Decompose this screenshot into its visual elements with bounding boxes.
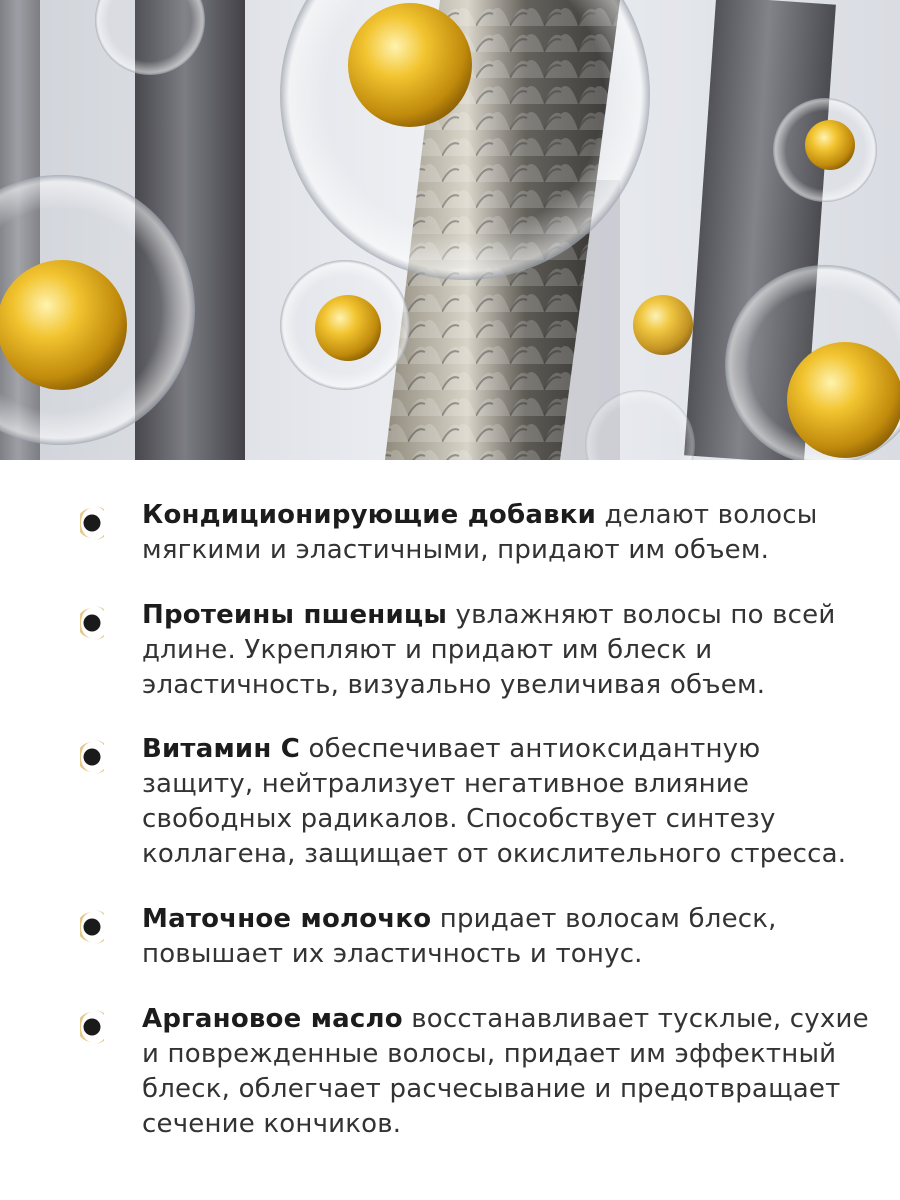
bullet-icon (80, 506, 104, 540)
feature-description: обеспечивает антиоксидантную защиту, нейтрализует негативное влияние свободных радикалов. Способствует синтезу коллагена, защищает от окислительного стресса. (142, 734, 847, 869)
bullet-icon (80, 1010, 104, 1044)
feature-term: Кондиционирующие добавки (142, 500, 596, 530)
feature-text (142, 598, 870, 703)
feature-description: восстанавливает тусклые, сухие и поврежденные волосы, придает им эффектный блеск, облегчает расчесывание и предотвращает сечение кончиков. (142, 1004, 869, 1139)
list-item (80, 732, 870, 872)
bullet-icon (80, 606, 104, 640)
list-item (80, 1002, 870, 1142)
feature-description: делают волосы мягкими и эластичными, придают им объем. (142, 500, 818, 565)
list-item (80, 598, 870, 703)
bullet-icon (80, 740, 104, 774)
feature-term: Маточное молочко (142, 904, 432, 934)
feature-term: Аргановое масло (142, 1004, 403, 1034)
bullet-icon (80, 910, 104, 944)
list-item (80, 498, 870, 568)
feature-text (142, 902, 870, 972)
feature-text (142, 498, 870, 568)
feature-term: Протеины пшеницы (142, 600, 448, 630)
feature-text (142, 732, 870, 872)
feature-term: Витамин С (142, 734, 301, 764)
hair-strand-illustration (0, 0, 900, 460)
feature-description: придает волосам блеск, повышает их эластичность и тонус. (142, 904, 777, 969)
hero-image (0, 0, 900, 460)
feature-text (142, 1002, 870, 1142)
list-item (80, 902, 870, 972)
feature-description: увлажняют волосы по всей длине. Укрепляют и придают им блеск и эластичность, визуально увеличивая объем. (142, 600, 836, 700)
